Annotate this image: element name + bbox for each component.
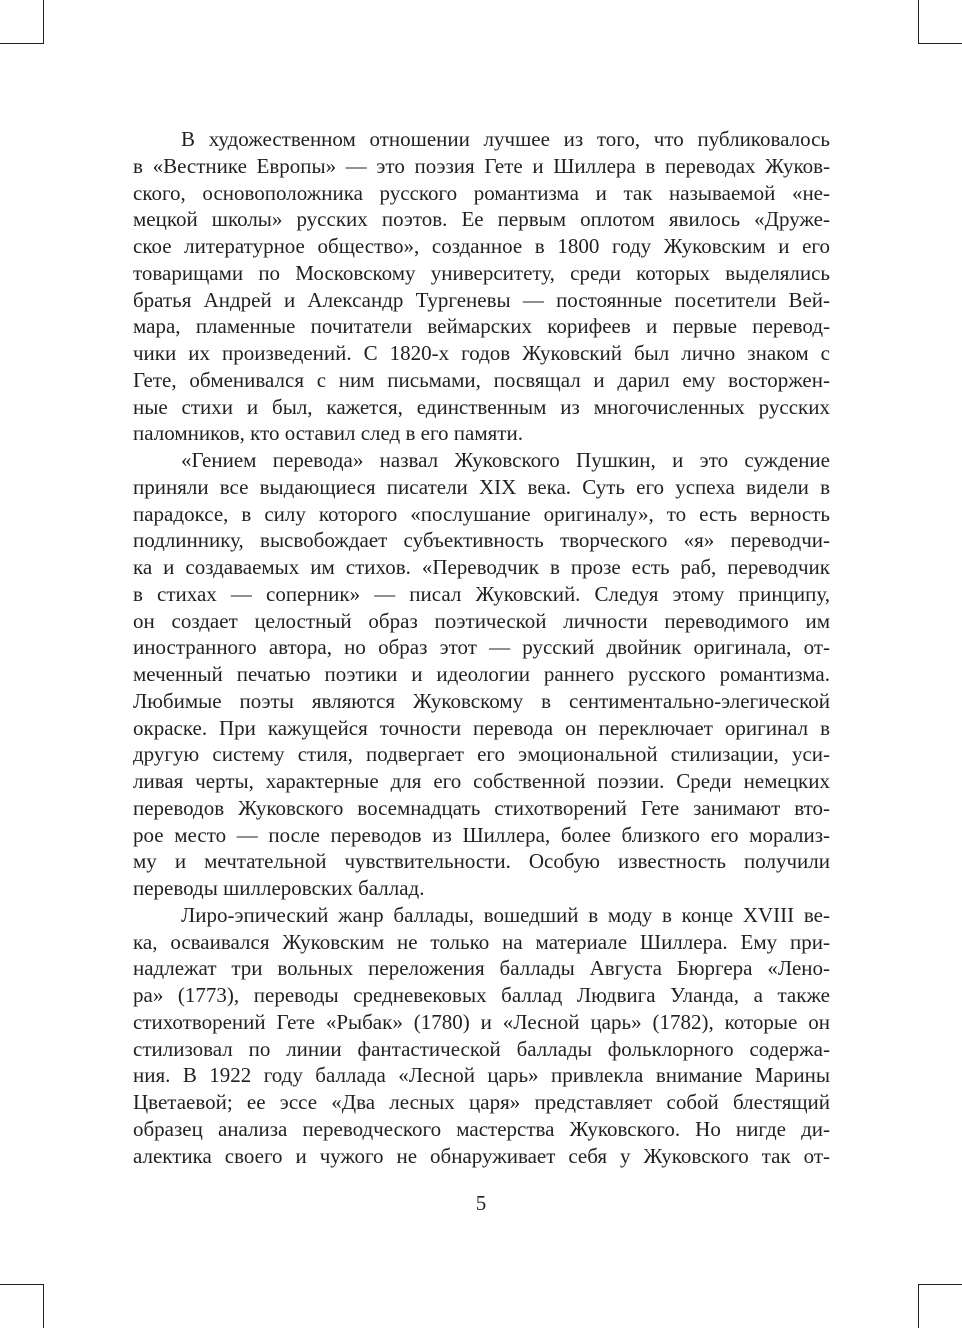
text-line: ского, основоположника русского романтизма и так называемой «не- <box>133 180 830 205</box>
text-line: Лиро-эпический жанр баллады, вошедший в моду в конце XVIII ве- <box>181 902 830 927</box>
crop-mark-bottom-right-horizontal <box>918 1284 962 1285</box>
text-line: ния. В 1922 году баллада «Лесной царь» привлекла внимание Марины <box>133 1063 830 1088</box>
text-line: подлиннику, высвобождает субъективность творческого «я» переводчи- <box>133 528 830 553</box>
text-line: паломников, кто оставил след в его памяти. <box>133 421 523 446</box>
crop-mark-bottom-left-vertical <box>43 1284 44 1328</box>
crop-mark-top-right-horizontal <box>918 43 962 44</box>
text-line: ское литературное общество», созданное в 1800 году Жуковским и его <box>133 234 830 258</box>
text-line: ра» (1773), переводы средневековых баллад Людвига Уланда, а также <box>133 983 830 1007</box>
crop-mark-top-right-vertical <box>918 0 919 44</box>
text-line: мара, пламенные почитатели веймарских корифеев и первые перевод- <box>133 314 830 339</box>
text-line: образец анализа переводческого мастерства Жуковского. Но нигде ди- <box>133 1116 830 1141</box>
crop-mark-top-left-horizontal <box>0 43 44 44</box>
text-line: Любимые поэты являются Жуковскому в сентиментально-элегической <box>133 688 830 713</box>
text-line: парадоксе, в силу которого «послушание оригиналу», то есть верность <box>133 501 830 526</box>
text-line: ка, осваивался Жуковским не только на материале Шиллера. Ему при- <box>133 929 830 954</box>
text-line: Цветаевой; ее эссе «Два лесных царя» представляет собой блестящий <box>133 1090 830 1114</box>
text-line: алектика своего и чужого не обнаруживает себя у Жуковского так от- <box>133 1143 830 1168</box>
text-line: в стихах — соперник» — писал Жуковский. Следуя этому принципу, <box>133 581 830 606</box>
text-line: братья Андрей и Александр Тургеневы — постоянные посетители Вей- <box>133 287 830 312</box>
text-line: меченный печатью поэтики и идеологии раннего русского романтизма. <box>133 662 830 686</box>
text-line: ные стихи и был, кажется, единственным из многочисленных русских <box>133 394 830 419</box>
text-line: товарищами по Московскому университету, среди которых выделялись <box>133 260 830 285</box>
page-number: 5 <box>475 1191 487 1215</box>
text-line: в «Вестнике Европы» — это поэзия Гете и Шиллера в переводах Жуков- <box>133 153 830 178</box>
text-line: рое место — после переводов из Шиллера, более близкого его морализ- <box>133 822 830 847</box>
text-line: Гете, обменивался с ним письмами, посвящал и дарил ему восторжен- <box>133 367 830 392</box>
text-line: иностранного автора, но образ этот — русский двойник оригинала, от- <box>133 635 830 660</box>
text-line: он создает целостный образ поэтической личности переводимого им <box>133 608 830 633</box>
text-line: ливая черты, характерные для его собственной поэзии. Среди немецких <box>133 769 830 793</box>
text-line: мецкой школы» русских поэтов. Ее первым оплотом явилось «Друже- <box>133 207 830 232</box>
text-line: окраске. При кажущейся точности перевода он переключает оригинал в <box>133 715 830 740</box>
crop-mark-top-left-vertical <box>43 0 44 44</box>
crop-mark-bottom-right-vertical <box>918 1284 919 1328</box>
text-line: стилизовал по линии фантастической баллады фольклорного содержа- <box>133 1036 830 1061</box>
text-line: «Гением перевода» назвал Жуковского Пушкин, и это суждение <box>181 448 830 472</box>
text-line: другую систему стиля, подвергает его эмоциональной стилизации, уси- <box>133 742 830 767</box>
body-text <box>133 126 830 1169</box>
text-line: стихотворений Гете «Рыбак» (1780) и «Лесной царь» (1782), которые он <box>133 1009 830 1034</box>
crop-mark-bottom-left-horizontal <box>0 1284 44 1285</box>
text-line: му и мечтательной чувствительности. Особую известность получили <box>133 849 830 874</box>
text-line: приняли все выдающиеся писатели XIX века. Суть его успеха видели в <box>133 474 830 499</box>
text-line: чики их произведений. С 1820-х годов Жуковский был лично знаком с <box>133 341 830 365</box>
text-line: В художественном отношении лучшее из того, что публиковалось <box>181 127 830 151</box>
text-line: надлежат три вольных переложения баллады Августа Бюргера «Ленo- <box>133 956 830 981</box>
text-line: ка и создаваемых им стихов. «Переводчик в прозе есть раб, переводчик <box>133 555 830 579</box>
text-line: переводов Жуковского восемнадцать стихотворений Гете занимают вто- <box>133 795 830 820</box>
text-line: переводы шиллеровских баллад. <box>133 876 425 900</box>
